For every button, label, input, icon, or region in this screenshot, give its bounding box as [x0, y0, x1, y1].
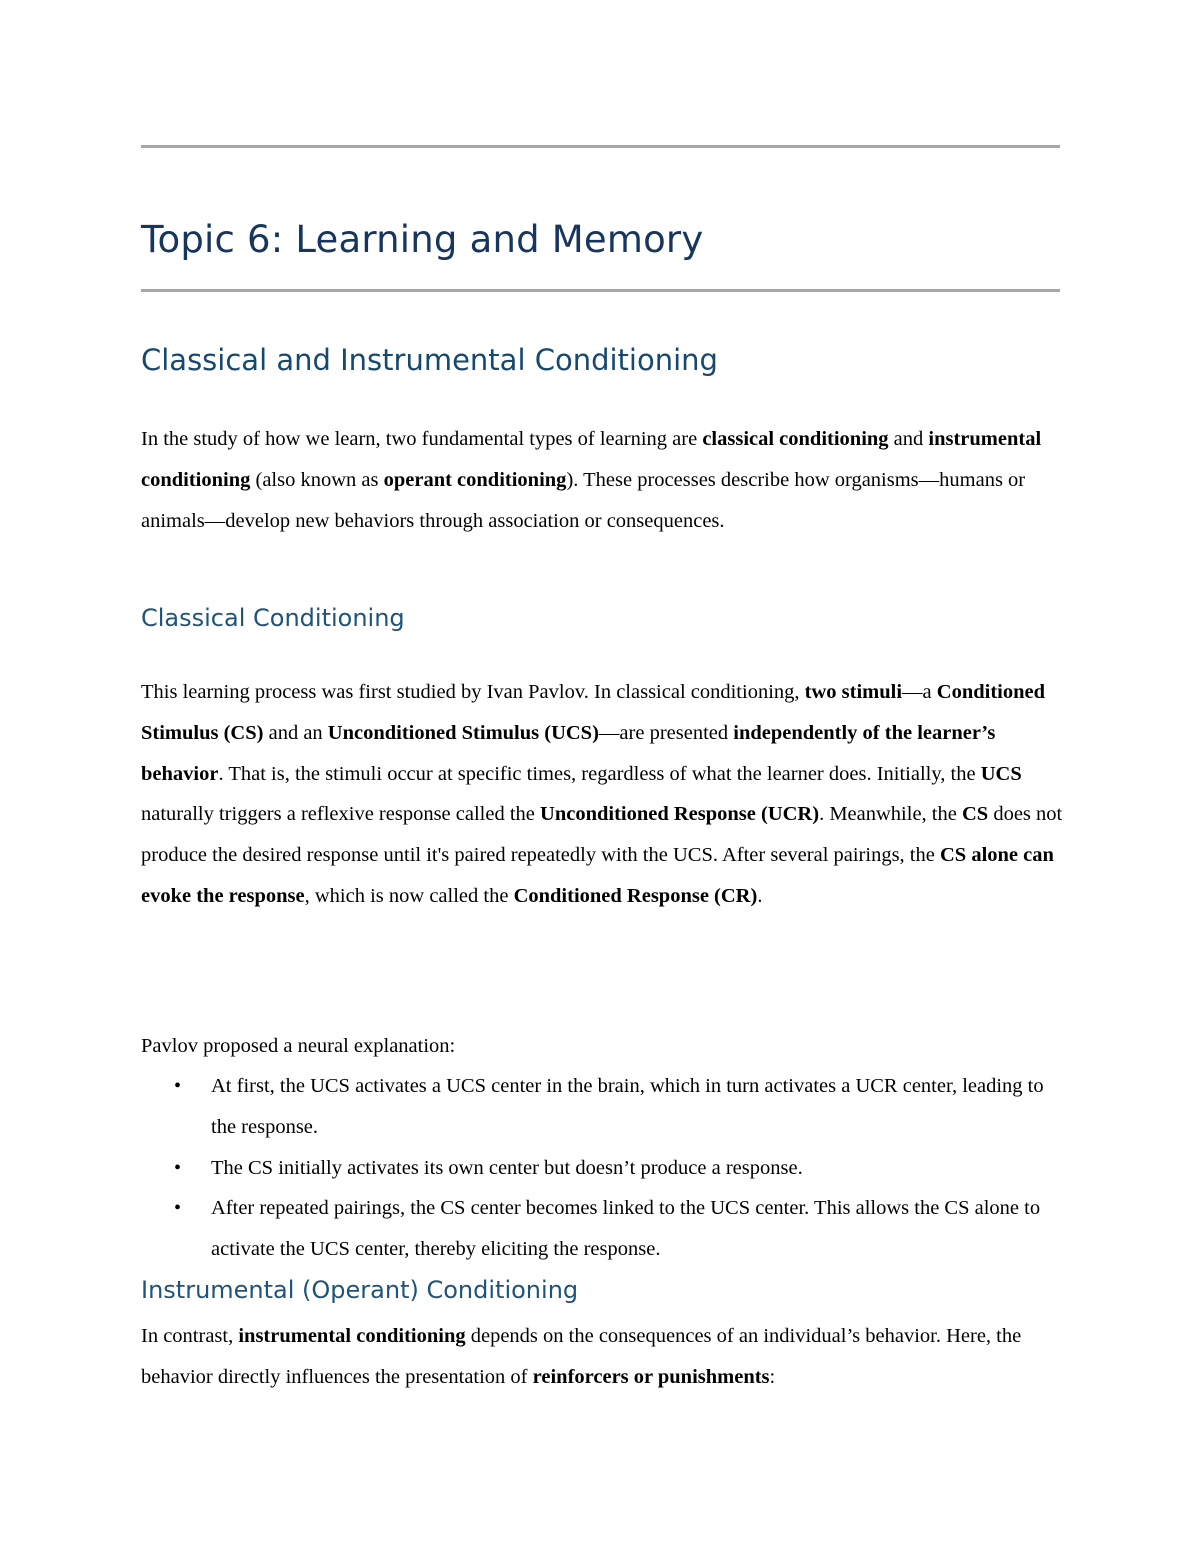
bullet-icon: •	[174, 1197, 182, 1220]
list-item: • At first, the UCS activates a UCS center in the brain, which in turn activates a UCR center, leading to the response.	[141, 1066, 1066, 1148]
bullet-icon: •	[174, 1075, 182, 1097]
bullet-icon: •	[174, 1156, 182, 1179]
instrumental-paragraph: In contrast, instrumental conditioning depends on the consequences of an individual’s behavior. Here, the behavior directly influences the presentation of reinforcers or punishments:	[141, 1325, 1022, 1388]
pavlov-bullet-list	[141, 1066, 1066, 1270]
instrumental-conditioning-heading: Instrumental (Operant) Conditioning	[141, 1276, 579, 1304]
page-title: Topic 6: Learning and Memory	[141, 218, 704, 261]
top-rule	[141, 145, 1060, 148]
title-rule	[141, 289, 1060, 292]
classical-paragraph: This learning process was first studied by Ivan Pavlov. In classical conditioning, two stimuli—a Conditioned Stimulus (CS) and an Unconditioned Stimulus (UCS)—are presented independently of the learner’s behavior. That is, the stimuli occur at specific times, regardless of what the learner does. Initially, the UCS naturally triggers a reflexive response called the Unconditioned Response (UCR). Meanwhile, the CS does not produce the desired response until it's paired repeatedly with the UCS. After several pairings, the CS alone can evoke the response, which is now called the Conditioned Response (CR).	[141, 681, 1063, 907]
list-item: • After repeated pairings, the CS center becomes linked to the UCS center. This allows the CS alone to activate the UCS center, thereby eliciting the response.	[141, 1188, 1066, 1270]
intro-paragraph: In the study of how we learn, two fundamental types of learning are classical conditioning and instrumental conditioning (also known as operant conditioning). These processes describe how organisms—humans or animals—develop new behaviors through association or consequences.	[141, 428, 1042, 532]
section-heading: Classical and Instrumental Conditioning	[141, 343, 718, 377]
pavlov-intro: Pavlov proposed a neural explanation:	[141, 1035, 456, 1057]
classical-conditioning-heading: Classical Conditioning	[141, 604, 405, 632]
list-item: • The CS initially activates its own center but doesn’t produce a response.	[141, 1148, 1066, 1189]
